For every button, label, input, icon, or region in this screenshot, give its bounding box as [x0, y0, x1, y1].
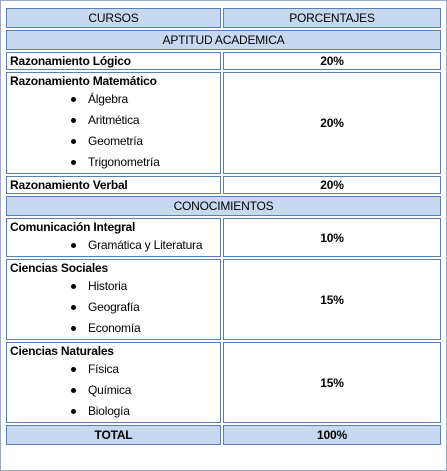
header-row	[6, 8, 441, 28]
course-row	[6, 52, 441, 70]
course-name: Comunicación Integral	[10, 220, 136, 234]
course-name: Ciencias Naturales	[10, 344, 114, 358]
column-header-cursos: CURSOS	[6, 8, 221, 28]
bullet-icon	[71, 305, 76, 310]
topic-item	[10, 131, 220, 152]
total-label: TOTAL	[6, 425, 221, 445]
course-name: Razonamiento Verbal	[10, 178, 128, 192]
topic-item	[10, 380, 220, 401]
topic-label: Economía	[88, 321, 141, 335]
course-cell	[6, 72, 221, 174]
course-name: Ciencias Sociales	[10, 261, 108, 275]
course-cell	[6, 176, 221, 194]
topic-item	[10, 318, 220, 339]
course-row	[6, 72, 441, 174]
topic-label: Aritmética	[88, 113, 140, 127]
topic-item	[10, 276, 220, 297]
bullet-icon	[71, 284, 76, 289]
course-cell	[6, 259, 221, 340]
section-row	[6, 30, 441, 50]
section-row	[6, 196, 441, 216]
bullet-icon	[71, 409, 76, 414]
course-cell	[6, 218, 221, 257]
section-title: CONOCIMIENTOS	[6, 196, 441, 216]
bullet-icon	[71, 160, 76, 165]
course-percent: 20%	[223, 72, 441, 174]
topic-label: Física	[88, 362, 119, 376]
course-row	[6, 342, 441, 423]
course-percent: 20%	[223, 176, 441, 194]
column-header-porcentajes: PORCENTAJES	[223, 8, 441, 28]
course-cell	[6, 52, 221, 70]
total-row	[6, 425, 441, 445]
topic-label: Química	[88, 383, 132, 397]
topic-label: Álgebra	[88, 92, 128, 106]
bullet-icon	[71, 97, 76, 102]
topic-label: Trigonometría	[88, 155, 160, 169]
topic-item	[10, 359, 220, 380]
course-name: Razonamiento Matemático	[10, 74, 157, 88]
topic-label: Biología	[88, 404, 130, 418]
bullet-icon	[71, 367, 76, 372]
bullet-icon	[71, 139, 76, 144]
bullet-icon	[71, 118, 76, 123]
topic-item	[10, 235, 220, 256]
bullet-icon	[71, 243, 76, 248]
topic-label: Geometría	[88, 134, 143, 148]
topic-list	[10, 89, 220, 173]
topic-item	[10, 110, 220, 131]
topic-list	[10, 276, 220, 339]
course-row	[6, 176, 441, 194]
course-percent: 10%	[223, 218, 441, 257]
topic-label: Gramática y Literatura	[88, 238, 203, 252]
topic-list	[10, 359, 220, 422]
bullet-icon	[71, 326, 76, 331]
topic-item	[10, 401, 220, 422]
topic-label: Geografía	[88, 300, 140, 314]
course-percent: 20%	[223, 52, 441, 70]
topic-item	[10, 297, 220, 318]
bullet-icon	[71, 388, 76, 393]
courses-table	[4, 6, 443, 447]
course-row	[6, 259, 441, 340]
course-percent: 15%	[223, 342, 441, 423]
topic-label: Historia	[88, 279, 128, 293]
topic-item	[10, 89, 220, 110]
section-title: APTITUD ACADEMICA	[6, 30, 441, 50]
total-percent: 100%	[223, 425, 441, 445]
course-name: Razonamiento Lógico	[10, 54, 131, 68]
course-cell	[6, 342, 221, 423]
topic-item	[10, 152, 220, 173]
course-percent: 15%	[223, 259, 441, 340]
topic-list	[10, 235, 220, 256]
course-row	[6, 218, 441, 257]
